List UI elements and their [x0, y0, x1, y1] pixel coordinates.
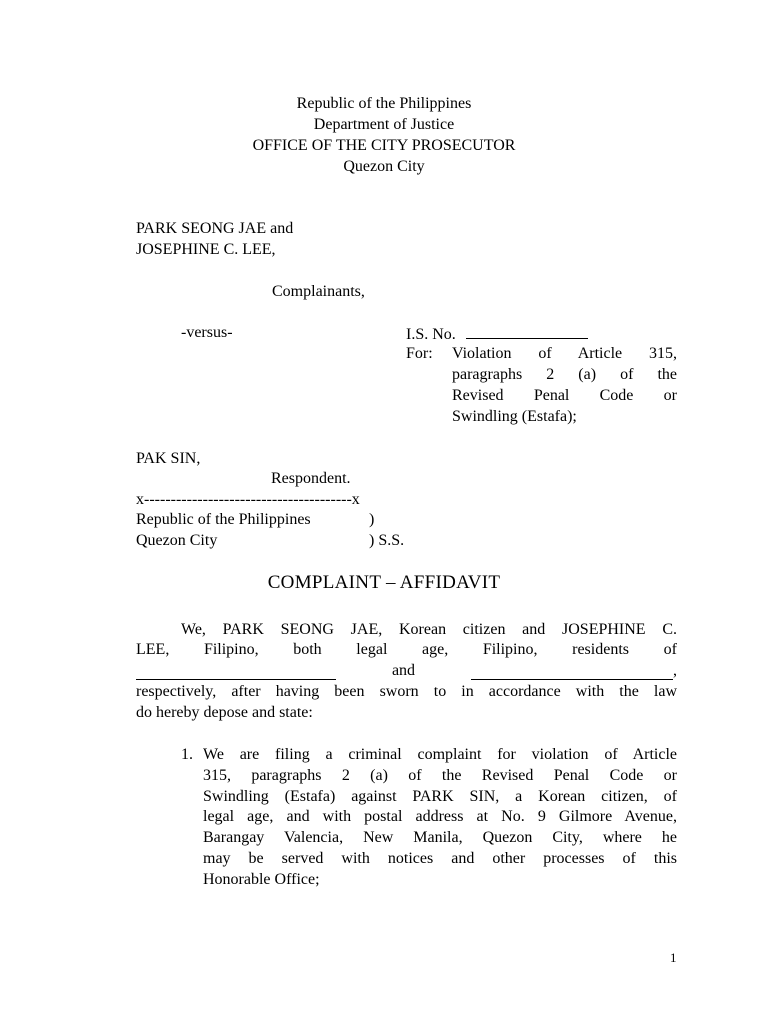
intro-comma: ,	[672, 662, 677, 679]
intro-line-3	[136, 662, 677, 680]
document-title: COMPLAINT – AFFIDAVIT	[267, 572, 501, 593]
item-1-line: 315, paragraphs 2 (a) of the Revised Penal Code or	[203, 767, 677, 784]
header-department: Department of Justice	[313, 116, 455, 133]
intro-word: age,	[422, 641, 449, 658]
intro-line-4: respectively, after having been sworn to in accordance with the law	[136, 683, 677, 700]
intro-word: LEE,	[136, 641, 170, 658]
respondent-name: PAK SIN,	[136, 450, 201, 467]
intro-line-5: do hereby depose and state:	[136, 704, 313, 721]
intro-word: Filipino,	[203, 641, 259, 658]
is-number-label: I.S. No.	[406, 326, 456, 343]
item-1-line: We are filing a criminal complaint for violation of Article	[203, 746, 677, 763]
intro-word: of	[663, 641, 677, 658]
intro-word: legal	[356, 641, 388, 658]
for-label: For:	[406, 345, 433, 362]
item-1-number: 1.	[181, 746, 193, 763]
is-number-blank	[466, 324, 588, 339]
venue-ss: ) S.S.	[369, 532, 405, 549]
venue-republic: Republic of the Philippines	[136, 511, 311, 528]
residence-blank-2-group	[471, 662, 677, 680]
item-1-last-line: Honorable Office;	[203, 871, 320, 888]
item-1-line: Swindling (Estafa) against PARK SIN, a Korean citizen, of	[203, 788, 677, 805]
residence-blank-1	[136, 665, 336, 680]
item-1-line: Barangay Valencia, New Manila, Quezon City, where he	[203, 829, 677, 846]
header-office: OFFICE OF THE CITY PROSECUTOR	[252, 137, 516, 154]
venue-city: Quezon City	[136, 532, 218, 549]
header-republic: Republic of the Philippines	[296, 95, 472, 112]
header-city: Quezon City	[343, 158, 425, 175]
intro-word: Filipino,	[482, 641, 538, 658]
for-line-2: paragraphs 2 (a) of the	[452, 366, 677, 383]
complainant-name-1: PARK SEONG JAE and	[136, 220, 294, 237]
intro-and: and	[391, 662, 416, 679]
for-line-4: Swindling (Estafa);	[452, 408, 577, 425]
intro-line-2	[136, 641, 677, 659]
page-number: 1	[670, 950, 677, 965]
complainants-label: Complainants,	[272, 283, 365, 300]
venue-paren-1: )	[369, 511, 375, 528]
is-number	[406, 324, 588, 344]
item-1-line: legal age, and with postal address at No. 9 Gilmore Avenue,	[203, 808, 677, 825]
intro-word: both	[293, 641, 322, 658]
for-line-3: Revised Penal Code or	[452, 387, 677, 404]
intro-line-1: We, PARK SEONG JAE, Korean citizen and JOSEPHINE C.	[181, 621, 677, 638]
item-1-line: may be served with notices and other processes of this	[203, 850, 677, 867]
residence-blank-2	[471, 665, 673, 680]
versus-label: -versus-	[181, 324, 233, 341]
intro-word: residents	[572, 641, 629, 658]
for-line-1: Violation of Article 315,	[452, 345, 677, 362]
separator-line: x---------------------------------------x	[136, 491, 360, 508]
respondent-label: Respondent.	[271, 470, 351, 487]
complainant-name-2: JOSEPHINE C. LEE,	[136, 241, 276, 258]
